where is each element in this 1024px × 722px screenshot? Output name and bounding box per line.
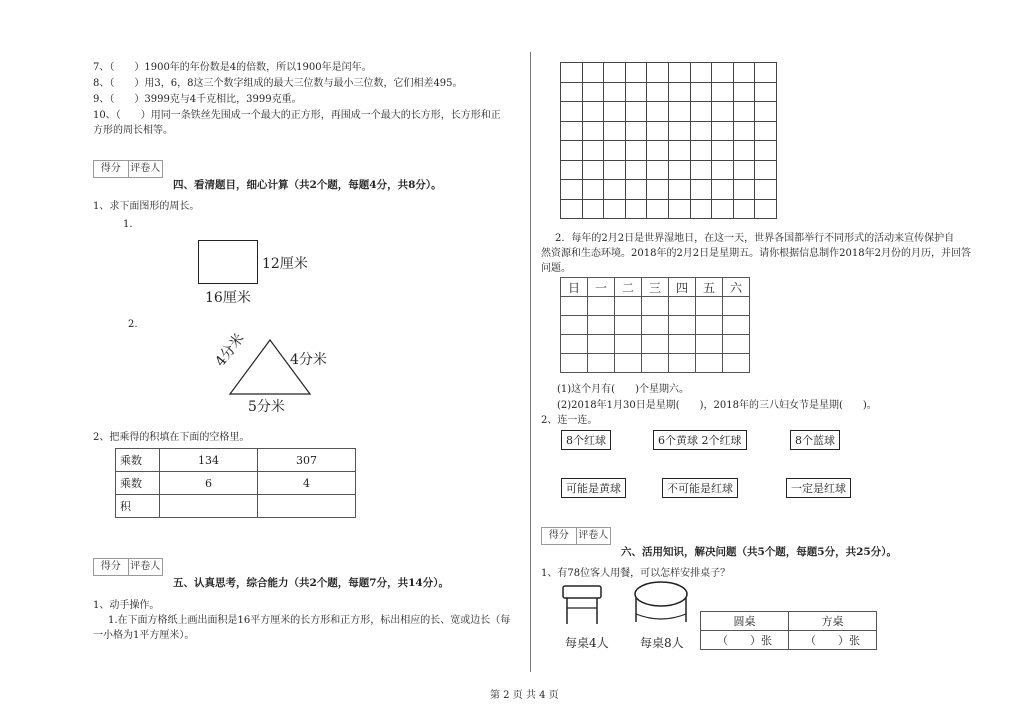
grid-cell[interactable]: [625, 82, 647, 102]
grid-cell[interactable]: [733, 63, 755, 83]
grid-cell[interactable]: [604, 180, 626, 200]
grid-cell[interactable]: [755, 102, 777, 122]
mul-answer-cell[interactable]: [160, 495, 258, 518]
calendar-cell[interactable]: [642, 354, 669, 373]
square-table-caption: 每桌4人: [565, 636, 609, 650]
tf-item-10: 10、（ ）用同一条铁丝先围成一个最大的正方形，再围成一个最大的长方形，长方形和正: [93, 110, 501, 121]
tf-item-7: 7、（ ）1900年的年份数是4的倍数，所以1900年是闰年。: [93, 62, 372, 73]
rect-width-label: 16厘米: [205, 290, 251, 306]
calendar-cell[interactable]: [615, 316, 642, 335]
triangle-base-label: 5分米: [248, 399, 285, 415]
grid-cell[interactable]: [582, 160, 604, 180]
calendar-header-cell: 三: [642, 278, 669, 297]
page-footer: 第 2 页 共 4 页: [490, 690, 559, 701]
score-label: 得分: [542, 528, 577, 544]
table-row: [116, 495, 356, 518]
mul-cell: 6: [160, 472, 258, 495]
tf-item-9: 9、（ ）3999克与4千克相比，3999克重。: [93, 94, 302, 105]
grid-cell[interactable]: [625, 63, 647, 83]
link-option-bottom-1[interactable]: 可能是黄球: [561, 478, 626, 498]
calendar-cell[interactable]: [561, 297, 588, 316]
score-label: 得分: [94, 161, 129, 177]
grid-cell[interactable]: [733, 141, 755, 161]
multiplication-table: [115, 448, 356, 518]
reviewer-label: 评卷人: [130, 561, 161, 572]
grid-cell[interactable]: [604, 63, 626, 83]
section4-title: 四、看清题目，细心计算（共2个题，每题4分，共8分）。: [173, 179, 442, 191]
triangle-left-label: 4分米: [212, 330, 248, 370]
calendar-header-row: [561, 278, 750, 297]
round-table-icon: [632, 580, 690, 630]
calendar-cell[interactable]: [723, 297, 750, 316]
grid-cell[interactable]: [647, 102, 669, 122]
grid-cell[interactable]: [582, 121, 604, 141]
grid-cell[interactable]: [625, 141, 647, 161]
grid-cell[interactable]: [582, 141, 604, 161]
calendar-header-cell: 二: [615, 278, 642, 297]
calendar-cell[interactable]: [669, 297, 696, 316]
calendar-header-cell: 四: [669, 278, 696, 297]
grid-cell[interactable]: [733, 82, 755, 102]
mul-cell: 积: [116, 495, 160, 518]
grid-row: [561, 160, 777, 180]
mul-cell: 乘数: [116, 472, 160, 495]
link-prompt: 2、连一连。: [541, 415, 598, 426]
grid-row: [561, 102, 777, 122]
grid-cell[interactable]: [582, 82, 604, 102]
q4-1-prompt: 1、求下面图形的周长。: [93, 201, 200, 212]
grid-cell[interactable]: [712, 82, 734, 102]
calendar-cell[interactable]: [615, 297, 642, 316]
grid-cell[interactable]: [668, 180, 690, 200]
grid-cell[interactable]: [668, 141, 690, 161]
grid-cell[interactable]: [690, 82, 712, 102]
calendar-cell[interactable]: [561, 354, 588, 373]
calendar-cell[interactable]: [561, 316, 588, 335]
score-box-section6: [541, 527, 611, 545]
calendar-cell[interactable]: [723, 354, 750, 373]
mul-cell: 乘数: [116, 449, 160, 472]
reviewer-label: 评卷人: [578, 530, 609, 541]
calendar-cell[interactable]: [588, 335, 615, 354]
grid-cell[interactable]: [733, 199, 755, 219]
grid-cell[interactable]: [668, 63, 690, 83]
mul-answer-cell[interactable]: [258, 495, 356, 518]
grid-cell[interactable]: [561, 199, 583, 219]
grid-cell[interactable]: [647, 199, 669, 219]
grid-cell[interactable]: [647, 121, 669, 141]
calendar-cell[interactable]: [669, 316, 696, 335]
grid-cell[interactable]: [712, 160, 734, 180]
calendar-cell[interactable]: [696, 335, 723, 354]
grid-cell[interactable]: [647, 82, 669, 102]
grid-cell[interactable]: [712, 121, 734, 141]
mul-cell: 134: [160, 449, 258, 472]
q4-2-prompt: 2、把乘得的积填在下面的空格里。: [93, 432, 250, 443]
column-divider: [530, 52, 531, 672]
grid-cell[interactable]: [604, 160, 626, 180]
figure2-number: 2.: [128, 319, 138, 330]
square-table-icon: [560, 584, 604, 628]
grid-cell[interactable]: [561, 180, 583, 200]
grid-cell[interactable]: [755, 180, 777, 200]
grid-cell[interactable]: [755, 141, 777, 161]
grid-cell[interactable]: [625, 199, 647, 219]
grid-cell[interactable]: [668, 160, 690, 180]
grid-cell[interactable]: [604, 102, 626, 122]
calendar-cell[interactable]: [615, 354, 642, 373]
grid-cell[interactable]: [733, 121, 755, 141]
calendar-row: [561, 316, 750, 335]
grid-cell[interactable]: [625, 102, 647, 122]
calendar-cell[interactable]: [696, 316, 723, 335]
grid-cell[interactable]: [733, 102, 755, 122]
seat-answer-cell[interactable]: （ ）张: [789, 631, 877, 650]
grid-cell[interactable]: [561, 102, 583, 122]
seat-answer-cell[interactable]: （ ）张: [701, 631, 789, 650]
grid-cell[interactable]: [755, 82, 777, 102]
calendar-cell[interactable]: [723, 335, 750, 354]
grid-cell[interactable]: [668, 199, 690, 219]
q5-1-text: 1.在下面方格纸上画出面积是16平方厘米的长方形和正方形，标出相应的长、宽或边长（每: [108, 615, 511, 626]
seat-header-cell: 圆桌: [701, 612, 789, 631]
calendar-cell[interactable]: [561, 335, 588, 354]
reviewer-label: 评卷人: [130, 163, 161, 174]
tf-item-8: 8、（ ）用3，6，8这三个数字组成的最大三位数与最小三位数，它们相差495。: [93, 78, 463, 89]
grid-cell[interactable]: [604, 121, 626, 141]
calendar-question-2: (2)2018年1月30日是星期( )，2018年的三八妇女节是星期( )。: [557, 400, 877, 411]
grid-cell[interactable]: [755, 121, 777, 141]
score-box-section4: [93, 160, 163, 178]
grid-cell[interactable]: [690, 141, 712, 161]
grid-cell[interactable]: [712, 63, 734, 83]
mul-cell: 4: [258, 472, 356, 495]
calendar-cell[interactable]: [642, 335, 669, 354]
grid-cell[interactable]: [582, 199, 604, 219]
grid-cell[interactable]: [582, 102, 604, 122]
grid-cell[interactable]: [561, 63, 583, 83]
calendar-cell[interactable]: [696, 354, 723, 373]
grid-cell[interactable]: [625, 180, 647, 200]
grid-cell[interactable]: [647, 141, 669, 161]
grid-cell[interactable]: [712, 180, 734, 200]
calendar-cell[interactable]: [723, 316, 750, 335]
grid-cell[interactable]: [582, 180, 604, 200]
seat-header-cell: 方桌: [789, 612, 877, 631]
grid-cell[interactable]: [561, 121, 583, 141]
grid-cell[interactable]: [604, 141, 626, 161]
calendar-cell[interactable]: [696, 297, 723, 316]
grid-cell[interactable]: [582, 63, 604, 83]
grid-cell[interactable]: [604, 199, 626, 219]
grid-row: [561, 82, 777, 102]
grid-row: [561, 180, 777, 200]
grid-cell[interactable]: [690, 63, 712, 83]
grid-cell[interactable]: [561, 82, 583, 102]
calendar-header-cell: 一: [588, 278, 615, 297]
grid-cell[interactable]: [625, 121, 647, 141]
table-row: [116, 449, 356, 472]
grid-cell[interactable]: [755, 199, 777, 219]
grid-cell[interactable]: [690, 102, 712, 122]
tf-item-10-cont: 方形的周长相等。: [93, 125, 173, 136]
grid-cell[interactable]: [647, 180, 669, 200]
q5-2-text-cont: 然资源和生态环境。2018年的2月2日是星期五。请你根据信息制作2018年2月份的月历，并回答: [541, 248, 971, 259]
calendar-header-cell: 五: [696, 278, 723, 297]
grid-cell[interactable]: [690, 121, 712, 141]
grid-cell[interactable]: [625, 160, 647, 180]
grid-cell[interactable]: [712, 102, 734, 122]
q5-1-prompt: 1、动手操作。: [93, 600, 160, 611]
drawing-grid[interactable]: [560, 62, 777, 219]
grid-row: [561, 199, 777, 219]
calendar-cell[interactable]: [615, 335, 642, 354]
q5-1-text-cont: 一小格为1平方厘米）。: [93, 630, 195, 641]
calendar-row: [561, 335, 750, 354]
calendar-header-cell: 六: [723, 278, 750, 297]
calendar-table: [560, 277, 750, 373]
q5-2-text: 2．每年的2月2日是世界湿地日，在这一天，世界各国都举行不同形式的活动来宣传保护自: [555, 233, 955, 244]
calendar-cell[interactable]: [642, 316, 669, 335]
q6-1-prompt: 1、有78位客人用餐，可以怎样安排桌子？: [541, 568, 731, 579]
grid-cell[interactable]: [712, 141, 734, 161]
grid-cell[interactable]: [647, 63, 669, 83]
calendar-cell[interactable]: [669, 335, 696, 354]
table-count-table: [700, 611, 877, 650]
rectangle-figure: [198, 240, 258, 284]
calendar-row: [561, 297, 750, 316]
calendar-cell[interactable]: [588, 354, 615, 373]
link-option-top-1[interactable]: 8个红球: [561, 430, 611, 450]
grid-cell[interactable]: [690, 199, 712, 219]
link-option-top-2[interactable]: 6个黄球 2个红球: [653, 430, 747, 450]
calendar-cell[interactable]: [642, 297, 669, 316]
calendar-cell[interactable]: [588, 316, 615, 335]
section6-title: 六、活用知识，解决问题（共5个题，每题5分，共25分）。: [621, 546, 897, 558]
table-row: [701, 631, 877, 650]
figure1-number: 1.: [123, 219, 133, 230]
grid-cell[interactable]: [755, 63, 777, 83]
grid-row: [561, 63, 777, 83]
grid-cell[interactable]: [668, 82, 690, 102]
link-option-top-3[interactable]: 8个蓝球: [790, 430, 840, 450]
table-row: [701, 612, 877, 631]
calendar-cell[interactable]: [669, 354, 696, 373]
grid-row: [561, 141, 777, 161]
grid-cell[interactable]: [733, 160, 755, 180]
grid-row: [561, 121, 777, 141]
round-table-caption: 每桌8人: [640, 636, 684, 650]
link-option-bottom-2[interactable]: 不可能是红球: [662, 478, 738, 498]
q5-2-text-end: 问题。: [541, 263, 571, 274]
mul-cell: 307: [258, 449, 356, 472]
grid-cell[interactable]: [668, 102, 690, 122]
link-option-bottom-3[interactable]: 一定是红球: [786, 478, 851, 498]
grid-cell[interactable]: [561, 141, 583, 161]
rect-height-label: 12厘米: [262, 256, 308, 272]
score-label: 得分: [94, 559, 129, 575]
calendar-header-cell: 日: [561, 278, 588, 297]
calendar-row: [561, 354, 750, 373]
section5-title: 五、认真思考，综合能力（共2个题，每题7分，共14分）。: [173, 577, 449, 589]
grid-cell[interactable]: [690, 160, 712, 180]
grid-cell[interactable]: [755, 160, 777, 180]
table-row: [116, 472, 356, 495]
score-box-section5: [93, 558, 163, 576]
grid-cell[interactable]: [604, 82, 626, 102]
calendar-cell[interactable]: [588, 297, 615, 316]
calendar-question-1: (1)这个月有( )个星期六。: [557, 384, 689, 395]
grid-cell[interactable]: [647, 160, 669, 180]
triangle-right-label: 4分米: [290, 352, 327, 368]
grid-cell[interactable]: [561, 160, 583, 180]
grid-cell[interactable]: [690, 180, 712, 200]
grid-cell[interactable]: [668, 121, 690, 141]
grid-cell[interactable]: [733, 180, 755, 200]
grid-cell[interactable]: [712, 199, 734, 219]
